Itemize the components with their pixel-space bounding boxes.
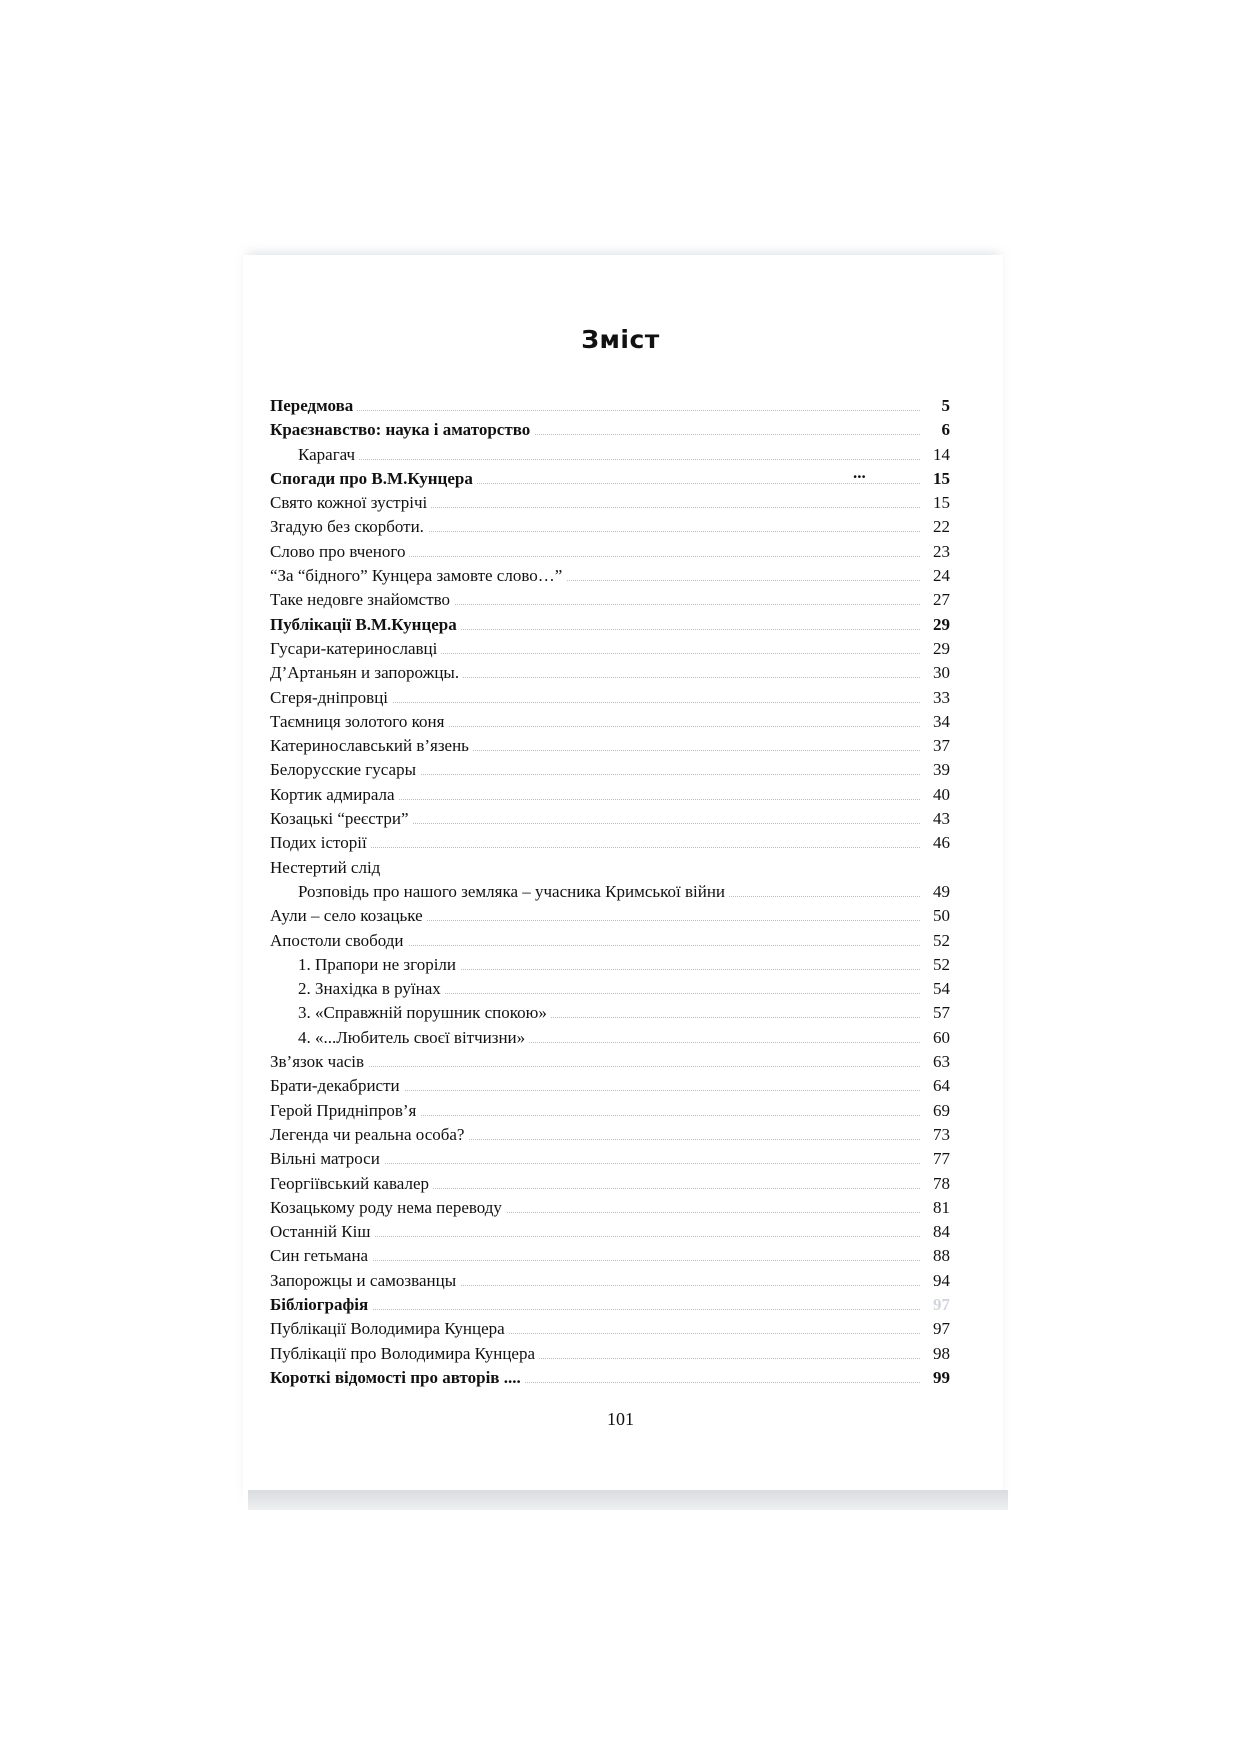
toc-entry-page: 22 [920,515,950,539]
toc-entry [270,856,950,880]
toc-entry [270,1244,950,1268]
toc-leader-dots [310,1309,920,1310]
toc-entry [270,1196,950,1220]
toc-leader-dots [310,1066,920,1067]
toc-entry-title: 1. Прапори не згоріли [298,953,460,977]
toc-entry [270,1172,950,1196]
toc-entry-page: 15 [920,491,950,515]
toc-entry [270,515,950,539]
toc-entry-title: Таємниця золотого коня [270,710,448,734]
toc-entry-page: 29 [920,637,950,661]
toc-entry [270,710,950,734]
toc-entry-title: Катеринославський в’язень [270,734,473,758]
toc-entry-title: Брати-декабристи [270,1074,404,1098]
toc-entry [270,467,950,491]
toc-entry [270,953,950,977]
toc-entry-title: 2. Знахідка в руїнах [298,977,445,1001]
toc-entry [270,831,950,855]
toc-entry [270,977,950,1001]
toc-entry [270,588,950,612]
toc-entry-page: 37 [920,734,950,758]
toc-entry-page: 63 [920,1050,950,1074]
toc-entry-title: Аули – село козацьке [270,904,427,928]
toc-entry-page: 27 [920,588,950,612]
page-number: 101 [607,1409,634,1429]
toc-entry-page: 52 [920,953,950,977]
toc-entry-title: Георгіївський кавалер [270,1172,433,1196]
toc-entry-page: 97 [920,1293,950,1317]
toc-entry-page: 5 [920,394,950,418]
toc-entry-page: 6 [920,418,950,442]
toc-leader-dots [310,847,920,848]
toc-entry-title: Слово про вченого [270,540,409,564]
toc-entry-title: Таке недовге знайомство [270,588,454,612]
toc-entry-title: Бібліографія [270,1293,372,1317]
toc-entry [270,880,950,904]
toc-entry-title: Нестертий слід [270,856,384,880]
toc-entry-page: 94 [920,1269,950,1293]
toc-entry-page: 34 [920,710,950,734]
toc-entry [270,1026,950,1050]
toc-entry [270,734,950,758]
toc-entry-title: Публікації про Володимира Кунцера [270,1342,539,1366]
toc-entry-page: 49 [920,880,950,904]
toc-entry-title: 3. «Справжній порушник спокою» [298,1001,551,1025]
toc-entry [270,394,950,418]
toc-entry-page: 84 [920,1220,950,1244]
toc-leader-dots [310,799,920,800]
toc-entry-title: Карагач [298,443,359,467]
toc-entry-title: Короткі відомості про авторів .... [270,1366,525,1390]
toc-entry [270,661,950,685]
toc-entry [270,1317,950,1341]
toc-entry [270,783,950,807]
toc-leader-dots [310,410,920,411]
toc-entry [270,540,950,564]
toc-entry-title: Гусари-катеринославці [270,637,441,661]
toc-leader-dots [338,459,920,460]
toc-entry-title: “За “бідного” Кунцера замовте слово…” [270,564,566,588]
toc-entry-title: Розповідь про нашого земляка – учасника Кримської війни [298,880,729,904]
toc-entry-title: Герой Придніпров’я [270,1099,420,1123]
toc-entry-title: Сгеря-дніпровці [270,686,392,710]
toc-entry-title: Згадую без скорботи. [270,515,428,539]
toc-entry [270,929,950,953]
toc-entry-title: Свято кожної зустрічі [270,491,431,515]
toc-entry-page: 64 [920,1074,950,1098]
toc-entry [270,1220,950,1244]
toc-entry-page: 78 [920,1172,950,1196]
toc-leader-dots [310,1236,920,1237]
toc-entry-title: Козацькому роду нема переводу [270,1196,506,1220]
spogady-extra-dots: ... [853,463,866,482]
toc-leader-dots [310,1163,920,1164]
toc-leader-dots [310,1260,920,1261]
toc-entry [270,1074,950,1098]
toc-entry [270,904,950,928]
toc-entry-page: 69 [920,1099,950,1123]
toc-entry-page: 46 [920,831,950,855]
toc-entry [270,807,950,831]
toc-entry [270,1293,950,1317]
toc-entry [270,418,950,442]
toc-entry [270,686,950,710]
toc-entry-title: Вільні матроси [270,1147,384,1171]
page-title: Зміст [581,325,660,354]
toc-entry [270,1269,950,1293]
toc-entry-title: Останній Кіш [270,1220,374,1244]
toc-entry-page: 81 [920,1196,950,1220]
toc-entry [270,1099,950,1123]
toc-entry-page: 29 [920,613,950,637]
toc-entry [270,1342,950,1366]
toc-entry-title: Д’Артаньян и запорожцы. [270,661,463,685]
table-of-contents [270,394,950,1390]
toc-entry-title: Козацькі “реєстри” [270,807,413,831]
toc-entry [270,613,950,637]
toc-entry-page: 39 [920,758,950,782]
toc-entry-page: 73 [920,1123,950,1147]
toc-entry-title: Легенда чи реальна особа? [270,1123,468,1147]
toc-entry [270,491,950,515]
toc-entry-page: 50 [920,904,950,928]
toc-entry [270,637,950,661]
toc-entry-title: Син гетьмана [270,1244,372,1268]
toc-leader-dots [310,702,920,703]
toc-entry-title: Апостоли свободи [270,929,408,953]
toc-entry [270,1050,950,1074]
toc-entry-title: Подих історії [270,831,371,855]
toc-entry-title: Белорусские гусары [270,758,420,782]
toc-entry-title: Публікації Володимира Кунцера [270,1317,509,1341]
toc-entry-title: Публікації В.М.Кунцера [270,613,461,637]
toc-entry-page: 98 [920,1342,950,1366]
toc-entry [270,443,950,467]
toc-entry-page: 33 [920,686,950,710]
toc-entry-page: 99 [920,1366,950,1390]
toc-entry [270,1366,950,1390]
toc-entry [270,1123,950,1147]
toc-entry-title: Передмова [270,394,357,418]
toc-entry-page: 52 [920,929,950,953]
toc-entry-page: 54 [920,977,950,1001]
toc-entry [270,1147,950,1171]
toc-entry-title: Краєзнавство: наука і аматорство [270,418,534,442]
toc-entry [270,1001,950,1025]
toc-entry-page: 88 [920,1244,950,1268]
toc-entry-title: Запорожцы и самозванцы [270,1269,460,1293]
toc-entry-page: 77 [920,1147,950,1171]
toc-entry-page: 30 [920,661,950,685]
toc-entry-page: 43 [920,807,950,831]
toc-entry-title: Кортик адмирала [270,783,399,807]
toc-entry-title: Спогади про В.М.Кунцера [270,467,477,491]
toc-entry-title: Зв’язок часів [270,1050,368,1074]
toc-entry-page: 60 [920,1026,950,1050]
toc-entry [270,758,950,782]
toc-entry-title: 4. «...Любитель своєї вітчизни» [298,1026,529,1050]
toc-entry-page: 23 [920,540,950,564]
toc-entry [270,564,950,588]
toc-entry-page: 97 [920,1317,950,1341]
page-edge-shadow [248,1490,1008,1510]
toc-entry-page: 24 [920,564,950,588]
toc-entry-page: 40 [920,783,950,807]
toc-entry-page: 57 [920,1001,950,1025]
toc-entry-page: 14 [920,443,950,467]
toc-entry-page: 15 [920,467,950,491]
